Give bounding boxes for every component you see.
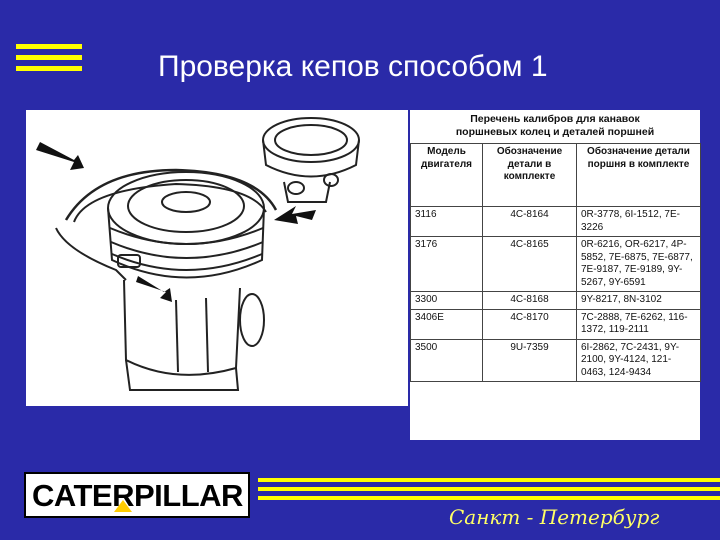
- table-header-row: [411, 144, 701, 207]
- table-row: [411, 309, 701, 339]
- cell-model: 3300: [411, 292, 483, 310]
- table-caption: [410, 110, 700, 143]
- bottom-stripes: [258, 478, 720, 505]
- cell-kit: 4C-8165: [483, 237, 577, 292]
- table-row: [411, 339, 701, 382]
- table-row: [411, 207, 701, 237]
- cell-model: 3116: [411, 207, 483, 237]
- cell-pistons: 0R-3778, 6I-1512, 7E-3226: [577, 207, 701, 237]
- caterpillar-logo: [24, 472, 250, 518]
- gauge-list-table: [410, 143, 701, 382]
- top-left-stripes: [16, 44, 82, 77]
- table-row: [411, 237, 701, 292]
- cell-pistons: 6I-2862, 7C-2431, 9Y-2100, 9Y-4124, 121-0463, 124-9434: [577, 339, 701, 382]
- table-row: [411, 292, 701, 310]
- cell-kit: 4C-8170: [483, 309, 577, 339]
- cell-pistons: 9Y-8217, 8N-3102: [577, 292, 701, 310]
- cell-kit: 4C-8168: [483, 292, 577, 310]
- cell-kit: 9U-7359: [483, 339, 577, 382]
- piston-illustration: [26, 110, 408, 406]
- piston-drawing: [26, 110, 408, 406]
- header-kit-part: Обозначение детали в комплекте: [483, 144, 577, 207]
- cell-pistons: 0R-6216, OR-6217, 4P-5852, 7E-6875, 7E-6877, 7E-9187, 7E-9189, 9Y-5267, 9Y-6591: [577, 237, 701, 292]
- table-caption-line2: поршневых колец и деталей поршней: [455, 126, 655, 138]
- cell-model: 3500: [411, 339, 483, 382]
- cell-pistons: 7C-2888, 7E-6262, 116-1372, 119-2111: [577, 309, 701, 339]
- cell-model: 3406E: [411, 309, 483, 339]
- gauge-table: [410, 110, 700, 440]
- cell-kit: 4C-8164: [483, 207, 577, 237]
- table-caption-line1: Перечень калибров для канавок: [470, 113, 640, 125]
- logo-triangle-icon: [114, 500, 132, 512]
- footer-city: Санкт - Петербург: [449, 505, 660, 529]
- header-model: Модель двигателя: [411, 144, 483, 207]
- header-piston-part: Обозначение детали поршня в комплекте: [577, 144, 701, 207]
- cell-model: 3176: [411, 237, 483, 292]
- slide-title: Проверка кепов способом 1: [158, 50, 548, 83]
- logo-text: CATERPILLAR: [32, 478, 243, 513]
